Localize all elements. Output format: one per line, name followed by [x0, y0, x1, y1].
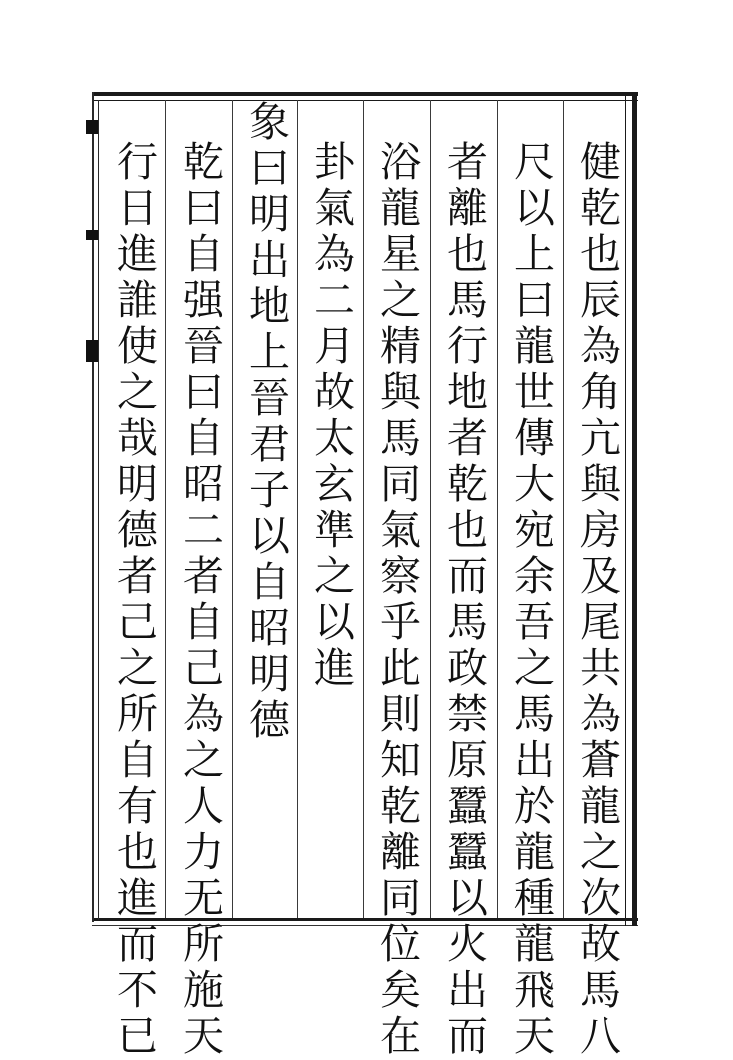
frame-top-border	[92, 92, 638, 96]
gutter-inner-line	[98, 100, 99, 920]
text-column-5: 卦氣為二月故太玄準之以進	[307, 140, 355, 692]
column-divider	[297, 100, 298, 918]
column-divider	[165, 100, 166, 918]
gutter-fishtail-mark	[86, 230, 98, 240]
gutter-fishtail-mark	[86, 340, 98, 362]
text-column-2: 尺以上曰龍世傳大宛余吾之馬出於龍種龍飛天	[507, 140, 555, 1060]
text-column-8: 行日進誰使之哉明德者己之所自有也進而不已	[110, 140, 158, 1060]
text-column-3: 者離也馬行地者乾也而馬政禁原蠶蠶以火出而	[440, 140, 488, 1060]
column-divider	[497, 100, 498, 918]
column-divider	[430, 100, 431, 918]
text-column-6: 象曰明出地上晉君子以自昭明德	[242, 100, 290, 744]
text-column-7: 乾曰自强晉曰自昭二者自己為之人力无所施天	[176, 140, 224, 1060]
gutter-outer-line	[92, 92, 94, 922]
column-divider	[563, 100, 564, 918]
column-divider	[232, 100, 233, 918]
gutter-fishtail-mark	[86, 120, 98, 134]
column-divider	[363, 100, 364, 918]
text-column-1: 健乾也辰為角亢與房及尾共為蒼龍之次故馬八	[573, 140, 621, 1060]
frame-top-inner-line	[92, 100, 638, 101]
text-column-4: 浴龍星之精與馬同氣察乎此則知乾離同位矣在	[373, 140, 421, 1060]
frame-right-inner-line	[625, 92, 626, 926]
frame-right-border	[632, 92, 637, 926]
